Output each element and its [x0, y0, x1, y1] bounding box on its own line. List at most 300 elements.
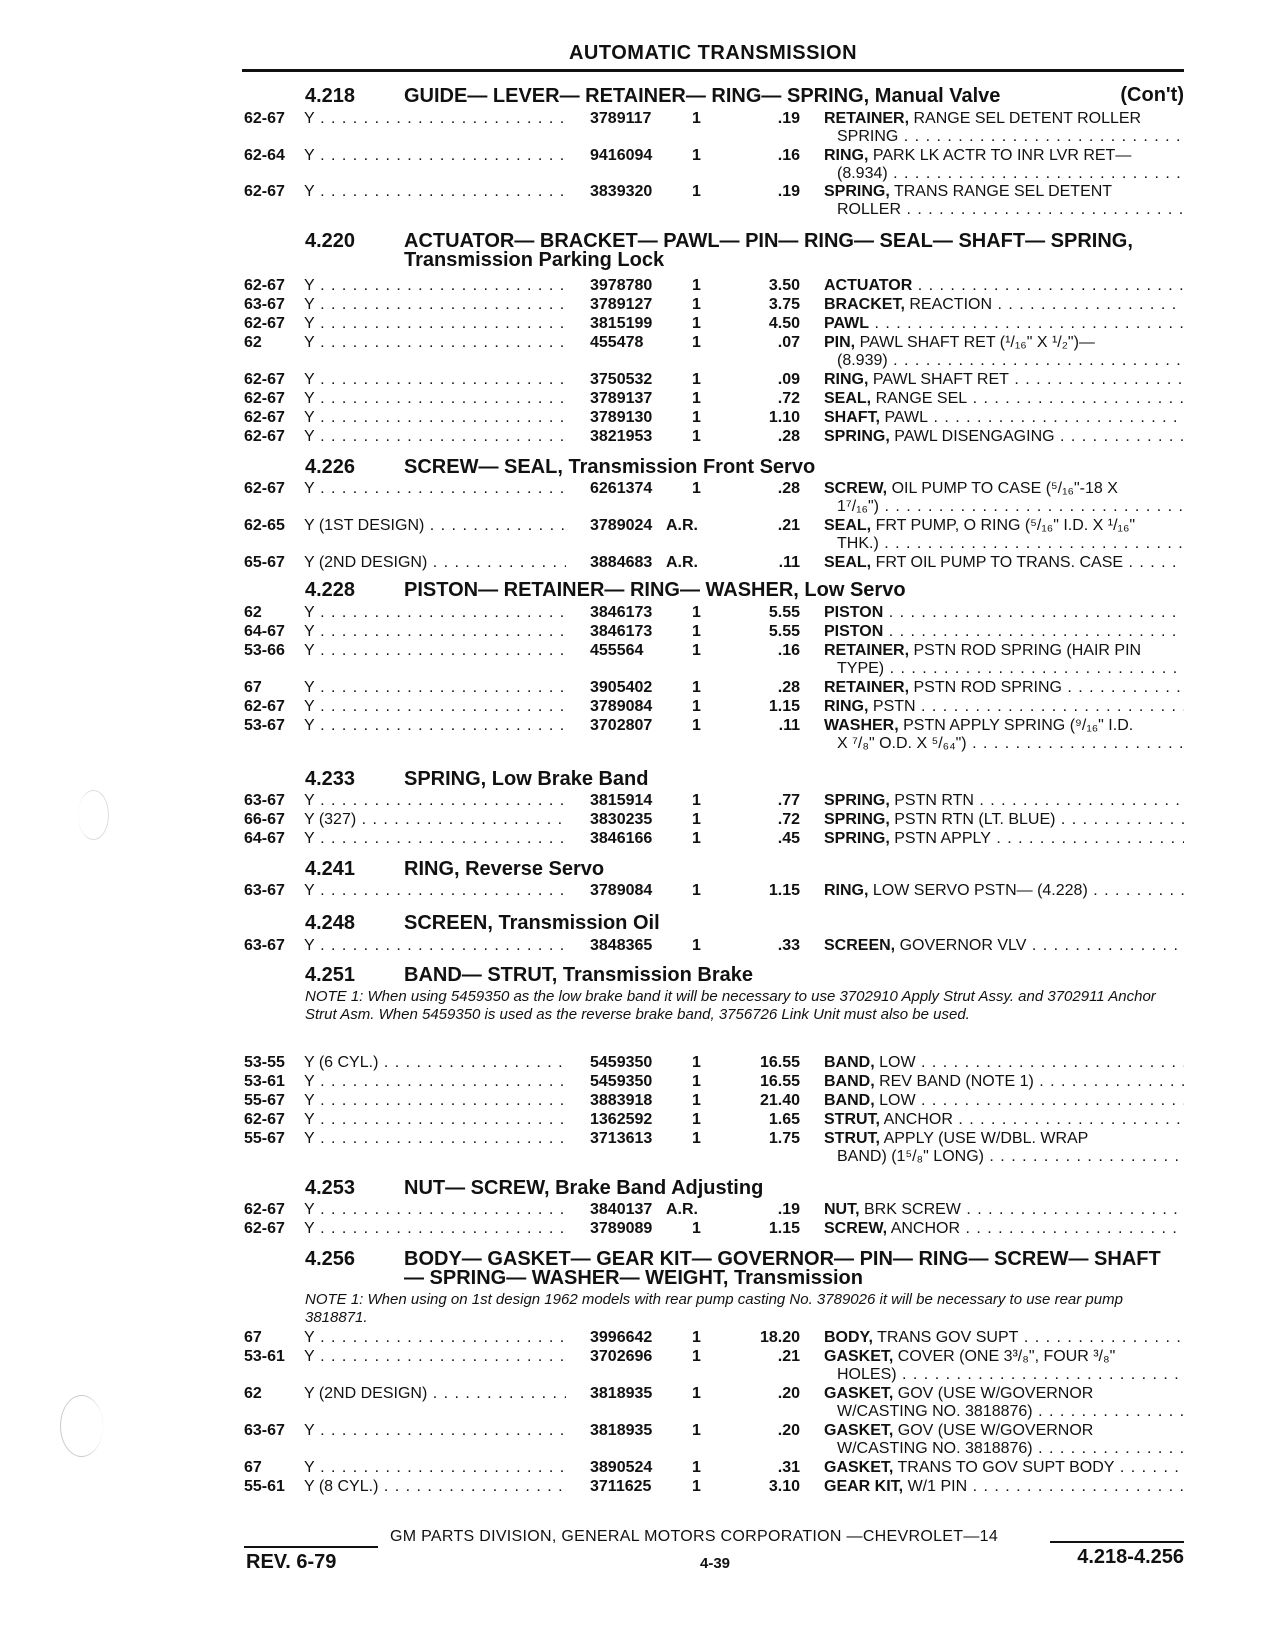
model-years: 62-64: [244, 147, 285, 164]
description-line: [824, 554, 1184, 572]
model-code: Y (2ND DESIGN) . . .: [304, 1385, 566, 1403]
model-code: Y . . .: [304, 1130, 566, 1148]
description-line: [824, 1385, 1184, 1403]
list-price: 1.15: [768, 698, 800, 715]
model-code: Y . . .: [304, 371, 566, 389]
part-description: [824, 1130, 1184, 1166]
list-price: .16: [777, 642, 800, 659]
description-text: PSTN APPLY: [889, 830, 991, 847]
part-description: [824, 830, 1184, 848]
description-line: [824, 371, 1184, 389]
model-years: 62-67: [244, 1111, 285, 1128]
model-code: Y (8 CYL.) . . .: [304, 1478, 566, 1496]
description-line: [824, 315, 1184, 333]
part-number: 3884683: [590, 554, 653, 571]
description-line: [824, 1054, 1184, 1072]
list-price: .09: [777, 371, 800, 388]
quantity: 1: [692, 882, 701, 899]
revision-date: REV. 6-79: [246, 1551, 337, 1573]
part-row: [0, 1329, 1280, 1349]
section-number: 4.226: [305, 456, 356, 478]
part-noun: SPRING,: [824, 830, 890, 847]
model-years: 53-61: [244, 1348, 285, 1365]
description-text: FRT PUMP, O RING (⁵/₁₆" I.D. X ¹/₁₆": [871, 517, 1136, 534]
part-number: 455564: [590, 642, 644, 659]
part-number: 3883918: [590, 1092, 653, 1109]
list-price: .72: [777, 390, 800, 407]
part-row: [0, 882, 1280, 902]
quantity: 1: [692, 277, 701, 294]
description-line: [824, 735, 1184, 753]
part-description: [824, 642, 1184, 678]
description-line: [824, 1422, 1184, 1440]
model-years: 64-67: [244, 623, 285, 640]
section-title: SCREW— SEAL, Transmission Front Servo: [404, 456, 816, 478]
description-text: REV BAND (NOTE 1): [874, 1073, 1034, 1090]
section-number: 4.218: [305, 85, 356, 107]
description-text: GOVERNOR VLV: [895, 937, 1027, 954]
part-description: [824, 110, 1184, 146]
quantity: 1: [692, 830, 701, 847]
part-number: 3789084: [590, 698, 653, 715]
description-text: PAWL SHAFT RET (¹/₁₆" X ¹/₂")—: [855, 334, 1095, 351]
description-line: [824, 517, 1184, 535]
part-noun: STRUT,: [824, 1111, 880, 1128]
part-description: [824, 792, 1184, 810]
part-noun: SHAFT,: [824, 409, 880, 426]
description-text: RANGE SEL DETENT ROLLER: [909, 110, 1142, 127]
model-years: 62-67: [244, 409, 285, 426]
quantity: 1: [692, 1422, 701, 1439]
section-title: SPRING, Low Brake Band: [404, 768, 649, 790]
part-description: [824, 604, 1184, 622]
part-row: [0, 1220, 1280, 1240]
part-number: 5459350: [590, 1054, 653, 1071]
quantity: 1: [692, 409, 701, 426]
description-text: TRANS TO GOV SUPT BODY: [893, 1459, 1115, 1476]
description-line: [824, 830, 1184, 848]
description-text: PSTN ROD SPRING: [909, 679, 1062, 696]
part-number: 3996642: [590, 1329, 653, 1346]
part-row: [0, 937, 1280, 957]
description-line: [824, 1220, 1184, 1238]
model-years: 55-67: [244, 1092, 285, 1109]
part-noun: PISTON: [824, 623, 884, 640]
part-row: [0, 717, 1280, 752]
part-description: [824, 1092, 1184, 1110]
model-years: 67: [244, 1459, 262, 1476]
part-number: 3848365: [590, 937, 653, 954]
part-description: [824, 183, 1184, 219]
part-noun: BAND,: [824, 1073, 875, 1090]
description-line: [824, 1478, 1184, 1496]
description-line: [824, 1403, 1184, 1421]
quantity: 1: [692, 698, 701, 715]
section-note: NOTE 1: When using 5459350 as the low brake band it will be necessary to use 3702910 Apply Strut Assy. and 3702911 Anchor Strut Asm. When 5459350 is used as the reverse brake band, 3756726 Link Unit must also be used.: [305, 988, 1156, 1023]
description-line: [824, 428, 1184, 446]
part-noun: GEAR KIT,: [824, 1478, 904, 1495]
quantity: A.R.: [666, 554, 698, 571]
part-noun: GASKET,: [824, 1422, 894, 1439]
description-line: [824, 1440, 1184, 1458]
part-number: 3789117: [590, 110, 652, 127]
description-text: REACTION: [904, 296, 993, 313]
part-row: [0, 517, 1280, 552]
model-code: Y . . .: [304, 1073, 566, 1091]
list-price: .20: [777, 1385, 800, 1402]
part-description: [824, 937, 1184, 955]
part-row: [0, 315, 1280, 335]
quantity: 1: [692, 334, 701, 351]
section-number: 4.253: [305, 1177, 356, 1199]
description-text: FRT OIL PUMP TO TRANS. CASE: [871, 554, 1124, 571]
list-price: 16.55: [759, 1073, 800, 1090]
description-text: 1⁷/₁₆"): [837, 498, 879, 515]
quantity: 1: [692, 183, 701, 200]
part-noun: SEAL,: [824, 554, 872, 571]
quantity: 1: [692, 1130, 701, 1147]
model-code: Y . . .: [304, 1111, 566, 1129]
part-description: [824, 277, 1184, 295]
section-number: 4.256: [305, 1248, 356, 1270]
section-title: BODY— GASKET— GEAR KIT— GOVERNOR— PIN— RING— SCREW— SHAFT— SPRING— WASHER— WEIGHT, Transmission: [404, 1248, 1161, 1289]
part-row: [0, 679, 1280, 699]
model-years: 53-66: [244, 642, 285, 659]
quantity: 1: [692, 1348, 701, 1365]
part-number: 3789130: [590, 409, 653, 426]
part-noun: WASHER,: [824, 717, 899, 734]
list-price: .33: [777, 937, 800, 954]
quantity: 1: [692, 371, 701, 388]
list-price: .31: [777, 1459, 800, 1476]
description-line: [824, 623, 1184, 641]
part-noun: SPRING,: [824, 792, 890, 809]
part-row: [0, 811, 1280, 831]
section-title: RING, Reverse Servo: [404, 858, 605, 880]
list-price: 3.50: [768, 277, 800, 294]
description-text: BRK SCREW: [859, 1201, 961, 1218]
list-price: 5.55: [768, 604, 800, 621]
section-title: SCREEN, Transmission Oil: [404, 912, 660, 934]
description-text: SPRING: [837, 128, 899, 145]
part-description: [824, 409, 1184, 427]
part-number: 9416094: [590, 147, 653, 164]
description-text: W/CASTING NO. 3818876): [837, 1403, 1033, 1420]
part-noun: GASKET,: [824, 1385, 894, 1402]
part-description: [824, 1220, 1184, 1238]
part-description: [824, 623, 1184, 641]
description-text: COVER (ONE 3³/₈", FOUR ³/₈": [893, 1348, 1116, 1365]
model-years: 62-67: [244, 277, 285, 294]
description-text: (8.939): [837, 352, 888, 369]
part-noun: GASKET,: [824, 1348, 894, 1365]
model-years: 62-67: [244, 1201, 285, 1218]
section-number: 4.248: [305, 912, 356, 934]
quantity: 1: [692, 315, 701, 332]
model-years: 62-67: [244, 390, 285, 407]
part-description: [824, 1201, 1184, 1219]
list-price: 4.50: [768, 315, 800, 332]
description-text: X ⁷/₈" O.D. X ⁵/₆₄"): [837, 735, 967, 752]
description-line: [824, 352, 1184, 370]
description-text: ANCHOR: [880, 1111, 953, 1128]
model-years: 63-67: [244, 882, 285, 899]
part-noun: SEAL,: [824, 390, 872, 407]
description-line: [824, 1111, 1184, 1129]
quantity: 1: [692, 1478, 701, 1495]
part-row: [0, 698, 1280, 718]
section-number: 4.233: [305, 768, 356, 790]
section-range: 4.218-4.256: [1077, 1546, 1184, 1568]
model-code: Y . . .: [304, 277, 566, 295]
list-price: .72: [777, 811, 800, 828]
model-years: 63-67: [244, 792, 285, 809]
part-number: 3815199: [590, 315, 653, 332]
list-price: 1.75: [768, 1130, 800, 1147]
model-code: Y . . .: [304, 1201, 566, 1219]
list-price: .28: [777, 679, 800, 696]
model-years: 55-61: [244, 1478, 285, 1495]
footer-division: GM PARTS DIVISION, GENERAL MOTORS CORPORATION —CHEVROLET—14: [390, 1528, 999, 1545]
description-line: [824, 201, 1184, 219]
model-code: Y . . .: [304, 623, 566, 641]
model-code: Y . . .: [304, 792, 566, 810]
part-description: [824, 1422, 1184, 1458]
model-years: 53-55: [244, 1054, 285, 1071]
part-row: [0, 623, 1280, 643]
title-rule: [242, 69, 1184, 72]
part-number: 3818935: [590, 1422, 653, 1439]
list-price: .11: [778, 717, 800, 734]
part-number: 6261374: [590, 480, 653, 497]
model-code: Y . . .: [304, 717, 566, 735]
list-price: 1.15: [768, 1220, 800, 1237]
model-years: 62: [244, 334, 262, 351]
part-number: 3713613: [590, 1130, 653, 1147]
part-noun: SEAL,: [824, 517, 872, 534]
description-text: PAWL SHAFT RET: [868, 371, 1009, 388]
quantity: 1: [692, 428, 701, 445]
model-years: 53-61: [244, 1073, 285, 1090]
description-text: ANCHOR: [887, 1220, 961, 1237]
list-price: .45: [777, 830, 800, 847]
description-line: [824, 1329, 1184, 1347]
section-title: ACTUATOR— BRACKET— PAWL— PIN— RING— SEAL— SHAFT— SPRING, Transmission Parking Lock: [404, 230, 1133, 271]
description-text: THK.): [837, 535, 879, 552]
part-row: [0, 409, 1280, 429]
list-price: 3.75: [768, 296, 800, 313]
part-description: [824, 1329, 1184, 1347]
binder-hole-mark: [60, 1395, 103, 1457]
model-code: Y . . .: [304, 1092, 566, 1110]
part-number: 3890524: [590, 1459, 653, 1476]
section-title: PISTON— RETAINER— RING— WASHER, Low Servo: [404, 579, 906, 601]
part-row: [0, 183, 1280, 218]
part-row: [0, 1092, 1280, 1112]
model-code: Y . . .: [304, 830, 566, 848]
page-title: AUTOMATIC TRANSMISSION: [568, 42, 858, 64]
part-description: [824, 517, 1184, 553]
description-line: [824, 1201, 1184, 1219]
part-noun: GASKET,: [824, 1459, 894, 1476]
part-description: [824, 698, 1184, 716]
model-code: Y . . .: [304, 315, 566, 333]
description-line: [824, 642, 1184, 660]
part-description: [824, 811, 1184, 829]
part-noun: SCREEN,: [824, 937, 896, 954]
description-text: TYPE): [837, 660, 885, 677]
quantity: 1: [692, 390, 701, 407]
footer-rule-left: [244, 1546, 378, 1548]
description-text: APPLY (USE W/DBL. WRAP: [880, 1130, 1089, 1147]
quantity: 1: [692, 1459, 701, 1476]
part-number: 3789127: [590, 296, 653, 313]
description-text: GOV (USE W/GOVERNOR: [893, 1422, 1094, 1439]
part-number: 3839320: [590, 183, 653, 200]
description-line: [824, 535, 1184, 553]
list-price: .77: [777, 792, 800, 809]
description-line: [824, 183, 1184, 201]
quantity: 1: [692, 642, 701, 659]
description-text: PARK LK ACTR TO INR LVR RET—: [868, 147, 1132, 164]
part-row: [0, 1478, 1280, 1498]
description-line: [824, 480, 1184, 498]
part-noun: RING,: [824, 147, 869, 164]
model-code: Y (327) . . .: [304, 811, 566, 829]
description-line: [824, 1366, 1184, 1384]
model-years: 64-67: [244, 830, 285, 847]
model-years: 62: [244, 1385, 262, 1402]
description-text: TRANS GOV SUPT: [872, 1329, 1019, 1346]
model-code: Y . . .: [304, 1459, 566, 1477]
quantity: 1: [692, 1073, 701, 1090]
quantity: 1: [692, 623, 701, 640]
part-number: 3846173: [590, 604, 653, 621]
model-code: Y (2ND DESIGN) . . .: [304, 554, 566, 572]
part-noun: STRUT,: [824, 1130, 880, 1147]
model-code: Y (6 CYL.) . . .: [304, 1054, 566, 1072]
part-row: [0, 1111, 1280, 1131]
part-noun: ACTUATOR: [824, 277, 913, 294]
part-noun: RING,: [824, 698, 869, 715]
section-number: 4.220: [305, 230, 356, 252]
list-price: .16: [777, 147, 800, 164]
part-noun: BRACKET,: [824, 296, 905, 313]
model-code: Y . . .: [304, 390, 566, 408]
list-price: 5.55: [768, 623, 800, 640]
part-row: [0, 371, 1280, 391]
part-row: [0, 554, 1280, 574]
part-row: [0, 428, 1280, 448]
model-years: 67: [244, 1329, 262, 1346]
part-row: [0, 110, 1280, 145]
part-row: [0, 830, 1280, 850]
description-text: PSTN: [868, 698, 916, 715]
section-continued: (Con't): [1120, 84, 1184, 106]
part-row: [0, 480, 1280, 515]
part-number: 3789084: [590, 882, 653, 899]
part-noun: BAND,: [824, 1054, 875, 1071]
description-line: [824, 882, 1184, 900]
part-row: [0, 1073, 1280, 1093]
part-noun: SPRING,: [824, 811, 890, 828]
part-noun: SCREW,: [824, 480, 888, 497]
part-description: [824, 428, 1184, 446]
part-noun: PISTON: [824, 604, 884, 621]
part-description: [824, 882, 1184, 900]
description-line: [824, 698, 1184, 716]
list-price: 1.65: [768, 1111, 800, 1128]
description-line: [824, 296, 1184, 314]
description-line: [824, 811, 1184, 829]
part-description: [824, 334, 1184, 370]
list-price: 1.10: [768, 409, 800, 426]
description-line: [824, 1459, 1184, 1477]
quantity: 1: [692, 717, 701, 734]
quantity: 1: [692, 811, 701, 828]
part-number: 3711625: [590, 1478, 652, 1495]
description-line: [824, 390, 1184, 408]
part-number: 3702696: [590, 1348, 653, 1365]
quantity: 1: [692, 679, 701, 696]
part-number: 3840137: [590, 1201, 653, 1218]
section-number: 4.228: [305, 579, 356, 601]
description-line: [824, 110, 1184, 128]
part-number: 3821953: [590, 428, 653, 445]
footer-rule-right: [1050, 1541, 1184, 1543]
description-line: [824, 147, 1184, 165]
description-line: [824, 1092, 1184, 1110]
part-number: 3750532: [590, 371, 653, 388]
part-description: [824, 1054, 1184, 1072]
binder-hole-mark: [78, 790, 109, 840]
description-line: [824, 1073, 1184, 1091]
model-years: 53-67: [244, 717, 285, 734]
part-noun: RING,: [824, 371, 869, 388]
description-text: HOLES): [837, 1366, 897, 1383]
description-line: [824, 409, 1184, 427]
part-description: [824, 1073, 1184, 1091]
model-years: 62-67: [244, 428, 285, 445]
list-price: .21: [777, 1348, 800, 1365]
part-noun: SCREW,: [824, 1220, 888, 1237]
model-code: Y . . .: [304, 409, 566, 427]
part-noun: RETAINER,: [824, 642, 910, 659]
part-noun: PIN,: [824, 334, 856, 351]
model-years: 62-65: [244, 517, 285, 534]
description-line: [824, 679, 1184, 697]
list-price: 21.40: [759, 1092, 800, 1109]
part-description: [824, 1459, 1184, 1477]
quantity: 1: [692, 1054, 701, 1071]
model-years: 62-67: [244, 1220, 285, 1237]
part-number: 3905402: [590, 679, 653, 696]
part-noun: RING,: [824, 882, 869, 899]
model-code: Y . . .: [304, 334, 566, 352]
part-description: [824, 1348, 1184, 1384]
model-code: Y . . .: [304, 1348, 566, 1366]
description-line: [824, 128, 1184, 146]
model-years: 62-67: [244, 183, 285, 200]
section-title: BAND— STRUT, Transmission Brake: [404, 964, 753, 986]
description-text: PAWL: [880, 409, 929, 426]
model-code: Y . . .: [304, 428, 566, 446]
model-years: 62-67: [244, 371, 285, 388]
part-row: [0, 1348, 1280, 1383]
description-text: PSTN APPLY SPRING (⁹/₁₆" I.D.: [898, 717, 1134, 734]
part-noun: RETAINER,: [824, 679, 910, 696]
model-years: 62-67: [244, 315, 285, 332]
